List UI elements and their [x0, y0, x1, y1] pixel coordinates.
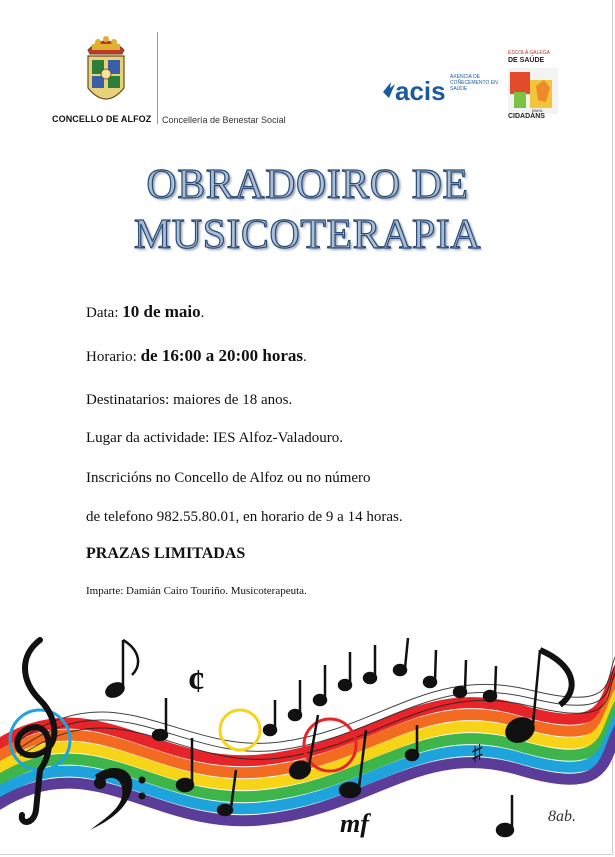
venue-line: Lugar da actividade: IES Alfoz-Valadouro. [86, 430, 343, 446]
limited-places: PRAZAS LIMITADAS [86, 545, 246, 562]
instructor-line: Imparte: Damián Cairo Touriño. Musicoterapeuta. [86, 585, 307, 597]
artist-signature: 8ab. [548, 808, 576, 825]
escola-top-text: ESCOLA GALEGA [508, 50, 550, 56]
rainbow-music-artwork [0, 620, 613, 855]
acis-logo [381, 70, 446, 110]
audience-line: Destinatarios: maiores de 18 anos. [86, 392, 293, 408]
escola-saude-text: DE SAÚDE [508, 57, 545, 64]
phone-line: de telefono 982.55.80.01, en horario de 9 a 14 horas. [86, 509, 403, 525]
concello-name: CONCELLO DE ALFOZ [52, 114, 152, 124]
sharp-icon: ♯ [472, 740, 483, 765]
date-label: Data: [86, 305, 123, 321]
title-line-2: MUSICOTERAPIA [133, 212, 482, 258]
date-line [86, 302, 204, 322]
date-value: 10 de maio [122, 302, 201, 321]
schedule-end: . [303, 349, 307, 365]
schedule-line [86, 346, 307, 366]
escola-cidadans-text: CIDADÁNS [508, 113, 545, 120]
schedule-label: Horario: [86, 349, 141, 365]
concelleria-name: Concellería de Benestar Social [162, 115, 286, 125]
title-line-1: OBRADOIRO DE [146, 162, 469, 208]
acis-subtitle: AXENCIA DE COÑECEMENTO EN SAÚDE [450, 74, 498, 92]
cut-time-symbol: ¢ [188, 663, 205, 700]
schedule-value: de 16:00 a 20:00 horas [140, 346, 304, 365]
escola-para-text: PARA [532, 108, 543, 113]
acis-wordmark: acis [395, 76, 446, 106]
coat-of-arms-logo [80, 30, 132, 114]
date-end: . [200, 305, 205, 321]
registration-line: Inscricións no Concello de Alfoz ou no número [86, 470, 371, 486]
dynamic-mf: mf [340, 809, 369, 838]
header-divider [157, 32, 158, 124]
